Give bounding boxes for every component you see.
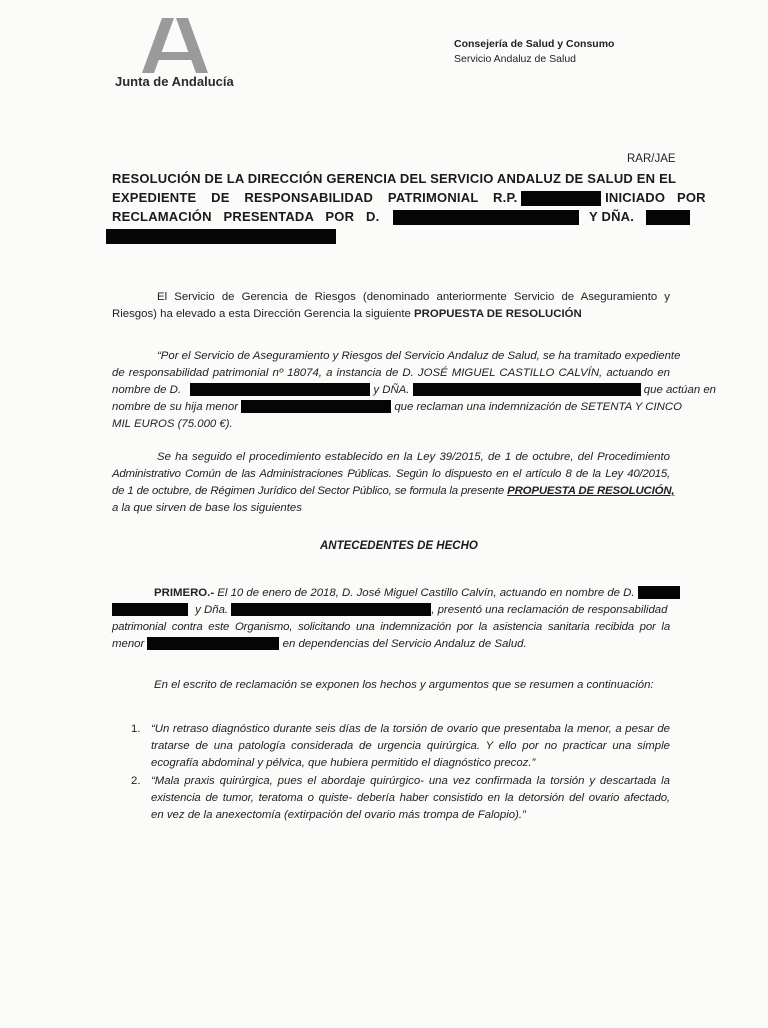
consejeria-label: Consejería de Salud y Consumo bbox=[454, 38, 615, 50]
section-heading: ANTECEDENTES DE HECHO bbox=[320, 540, 478, 552]
redaction-box bbox=[241, 400, 391, 413]
redaction-box bbox=[112, 603, 188, 616]
servicio-label: Servicio Andaluz de Salud bbox=[454, 53, 576, 65]
procedimiento-paragraph: Se ha seguido el procedimiento establecido en la Ley 39/2015, de 1 de octubre, del Procedimiento Administrativo Común de las Administraciones Públicas. Según lo dispuesto en el artículo 8 de la Ley 40/2015, de 1 de octubre, de Régimen Jurídico del Sector Público, se formula la presente PROPUESTA DE RESOLUCIÓN, a la que sirven de base los siguientes bbox=[112, 451, 675, 514]
propuesta-paragraph: “Por el Servicio de Aseguramiento y Riesgos del Servicio Andaluz de Salud, se ha tramitado expediente de responsabilidad patrimonial nº 18074, a instancia de D. JOSÉ MIGUEL CASTILLO CALVÍN, actuando en nombre de D. y DÑA. que actúan en nombre de su hija menor que reclaman una indemnización de SETENTA Y CINCO MIL EUROS (75.000 €). bbox=[112, 350, 716, 430]
redaction-box bbox=[231, 603, 431, 616]
title-line-4 bbox=[106, 226, 672, 245]
redaction-box bbox=[413, 383, 641, 396]
title-line-1: RESOLUCIÓN DE LA DIRECCIÓN GERENCIA DEL SERVICIO ANDALUZ DE SALUD EN EL bbox=[112, 171, 677, 186]
junta-de-andalucia-logo-icon bbox=[140, 18, 210, 73]
primero-paragraph: PRIMERO.- El 10 de enero de 2018, D. José Miguel Castillo Calvín, actuando en nombre de D. y Dña. , presentó una reclamación de responsabilidad patrimonial contra este Organismo, solicitando una indemnización por la asistencia sanitaria recibida por la menor en dependencias del Servicio Andaluz de Salud. bbox=[112, 585, 670, 653]
redaction-box bbox=[190, 383, 370, 396]
document-title bbox=[112, 169, 706, 245]
intro-paragraph: El Servicio de Gerencia de Riesgos (denominado anteriormente Servicio de Aseguramiento y Riesgos) ha elevado a esta Dirección Gerencia la siguiente PROPUESTA DE RESOLUCIÓN bbox=[112, 291, 670, 320]
redaction-box bbox=[638, 586, 680, 599]
redaction-box bbox=[646, 210, 690, 225]
list-item: 2. “Mala praxis quirúrgica, pues el abordaje quirúrgico- una vez confirmada la torsión y descartada la existencia de tumor, teratoma o quiste- debería haber consistido en la detorsión del ovario afectado, en vez de la anexectomía (extirpación del ovario más trompa de Falopio).” bbox=[131, 775, 670, 821]
escrito-paragraph: En el escrito de reclamación se exponen los hechos y argumentos que se resumen a continuación: bbox=[154, 679, 654, 691]
redaction-box bbox=[106, 229, 336, 244]
title-line-3: RECLAMACIÓN PRESENTADA POR D. Y DÑA. bbox=[112, 207, 672, 226]
claims-list bbox=[131, 721, 670, 841]
redaction-box bbox=[521, 191, 601, 206]
document-reference: RAR/JAE bbox=[627, 153, 676, 165]
list-item: 1. “Un retraso diagnóstico durante seis días de la torsión de ovario que presentaba la menor, a pesar de tratarse de una patología considerada de urgencia quirúrgica. Y ello por no practicar una simple ecografía abdominal y pélvica, que hubiera permitido el diagnóstico precoz.” bbox=[131, 723, 670, 769]
title-line-2: EXPEDIENTE DE RESPONSABILIDAD PATRIMONIAL R.P. INICIADO POR bbox=[112, 190, 706, 205]
org-name: Junta de Andalucía bbox=[115, 74, 234, 89]
redaction-box bbox=[393, 210, 579, 225]
redaction-box bbox=[147, 637, 279, 650]
